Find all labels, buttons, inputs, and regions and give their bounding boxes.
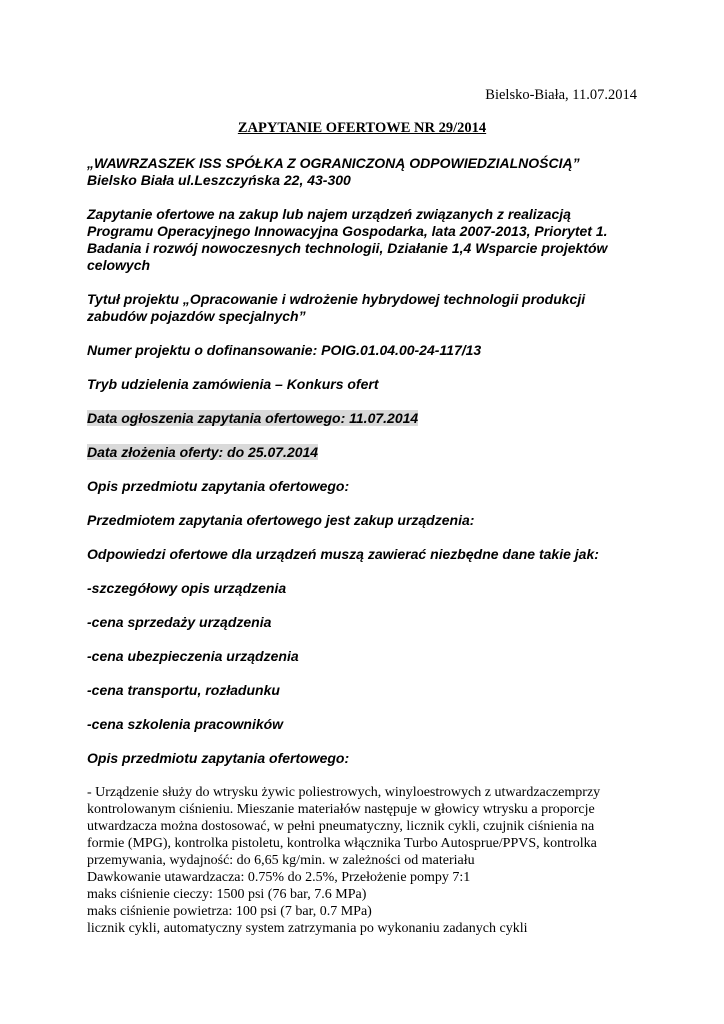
device-description <box>87 784 647 937</box>
procedure-mode: Tryb udzielenia zamówienia – Konkurs ofert <box>87 376 379 392</box>
place-date: Bielsko-Biała, 11.07.2014 <box>485 87 637 103</box>
requirement-item: -cena sprzedaży urządzenia <box>87 614 272 630</box>
subject-heading-2: Opis przedmiotu zapytania ofertowego: <box>87 750 350 766</box>
subject-heading: Opis przedmiotu zapytania ofertowego: <box>87 478 350 494</box>
description-line: Dawkowanie utawardzacza: 0.75% do 2.5%, Przełożenie pompy 7:1 <box>87 870 471 885</box>
project-number: Numer projektu o dofinansowanie: POIG.01.04.00-24-117/13 <box>87 342 482 358</box>
intro-paragraph <box>87 206 647 274</box>
intro-line: Badania i rozwój nowoczesnych technologii, Działanie 1,4 Wsparcie projektów <box>87 240 608 256</box>
company-name: „WAWRZASZEK ISS SPÓŁKA Z OGRANICZONĄ ODPOWIEDZIALNOŚCIĄ” <box>87 155 580 171</box>
intro-line: Programu Operacyjnego Innowacyjna Gospodarka, lata 2007-2013, Priorytet 1. <box>87 223 608 239</box>
submission-date: Data złożenia oferty: do 25.07.2014 <box>87 444 319 460</box>
description-line: maks ciśnienie powietrza: 100 psi (7 bar, 0.7 MPa) <box>87 904 372 919</box>
company-address: Bielsko Biała ul.Leszczyńska 22, 43-300 <box>87 172 351 188</box>
requirement-item: -cena ubezpieczenia urządzenia <box>87 648 299 664</box>
announcement-date: Data ogłoszenia zapytania ofertowego: 11.07.2014 <box>87 410 419 426</box>
intro-line: celowych <box>87 257 151 273</box>
project-title-line: zabudów pojazdów specjalnych” <box>87 308 306 324</box>
requirement-item: -cena szkolenia pracowników <box>87 716 284 732</box>
requirement-item: -szczegółowy opis urządzenia <box>87 580 287 596</box>
document-body <box>87 155 647 937</box>
requirement-item: -cena transportu, rozładunku <box>87 682 280 698</box>
project-title-paragraph <box>87 291 647 325</box>
subject-statement: Przedmiotem zapytania ofertowego jest zakup urządzenia: <box>87 512 475 528</box>
description-line: - Urządzenie służy do wtrysku żywic poliestrowych, winyloestrowych z utwardzaczemprzy <box>87 785 601 800</box>
description-line: licznik cykli, automatyczny system zatrzymania po wykonaniu zadanych cykli <box>87 921 528 936</box>
description-line: maks ciśnienie cieczy: 1500 psi (76 bar, 7.6 MPa) <box>87 887 367 902</box>
description-line: przemywania, wydajność: do 6,65 kg/min. w zależności od materiału <box>87 853 475 868</box>
intro-line: Zapytanie ofertowe na zakup lub najem urządzeń związanych z realizacją <box>87 206 571 222</box>
description-line: kontrolowanym ciśnieniu. Mieszanie materiałów następuje w głowicy wtrysku a proporcje <box>87 802 595 817</box>
company-block <box>87 155 647 189</box>
requirements-intro: Odpowiedzi ofertowe dla urządzeń muszą zawierać niezbędne dane takie jak: <box>87 546 599 562</box>
description-line: utwardzacza można dostosować, w pełni pneumatyczny, licznik cykli, czujnik ciśnienia na <box>87 819 595 834</box>
description-line: formie (MPG), kontrolka pistoletu, kontrolka włącznika Turbo Autosprue/PPVS, kontrolka <box>87 836 597 851</box>
document-title: ZAPYTANIE OFERTOWE NR 29/2014 <box>237 120 487 136</box>
project-title-line: Tytuł projektu „Opracowanie i wdrożenie hybrydowej technologii produkcji <box>87 291 586 307</box>
